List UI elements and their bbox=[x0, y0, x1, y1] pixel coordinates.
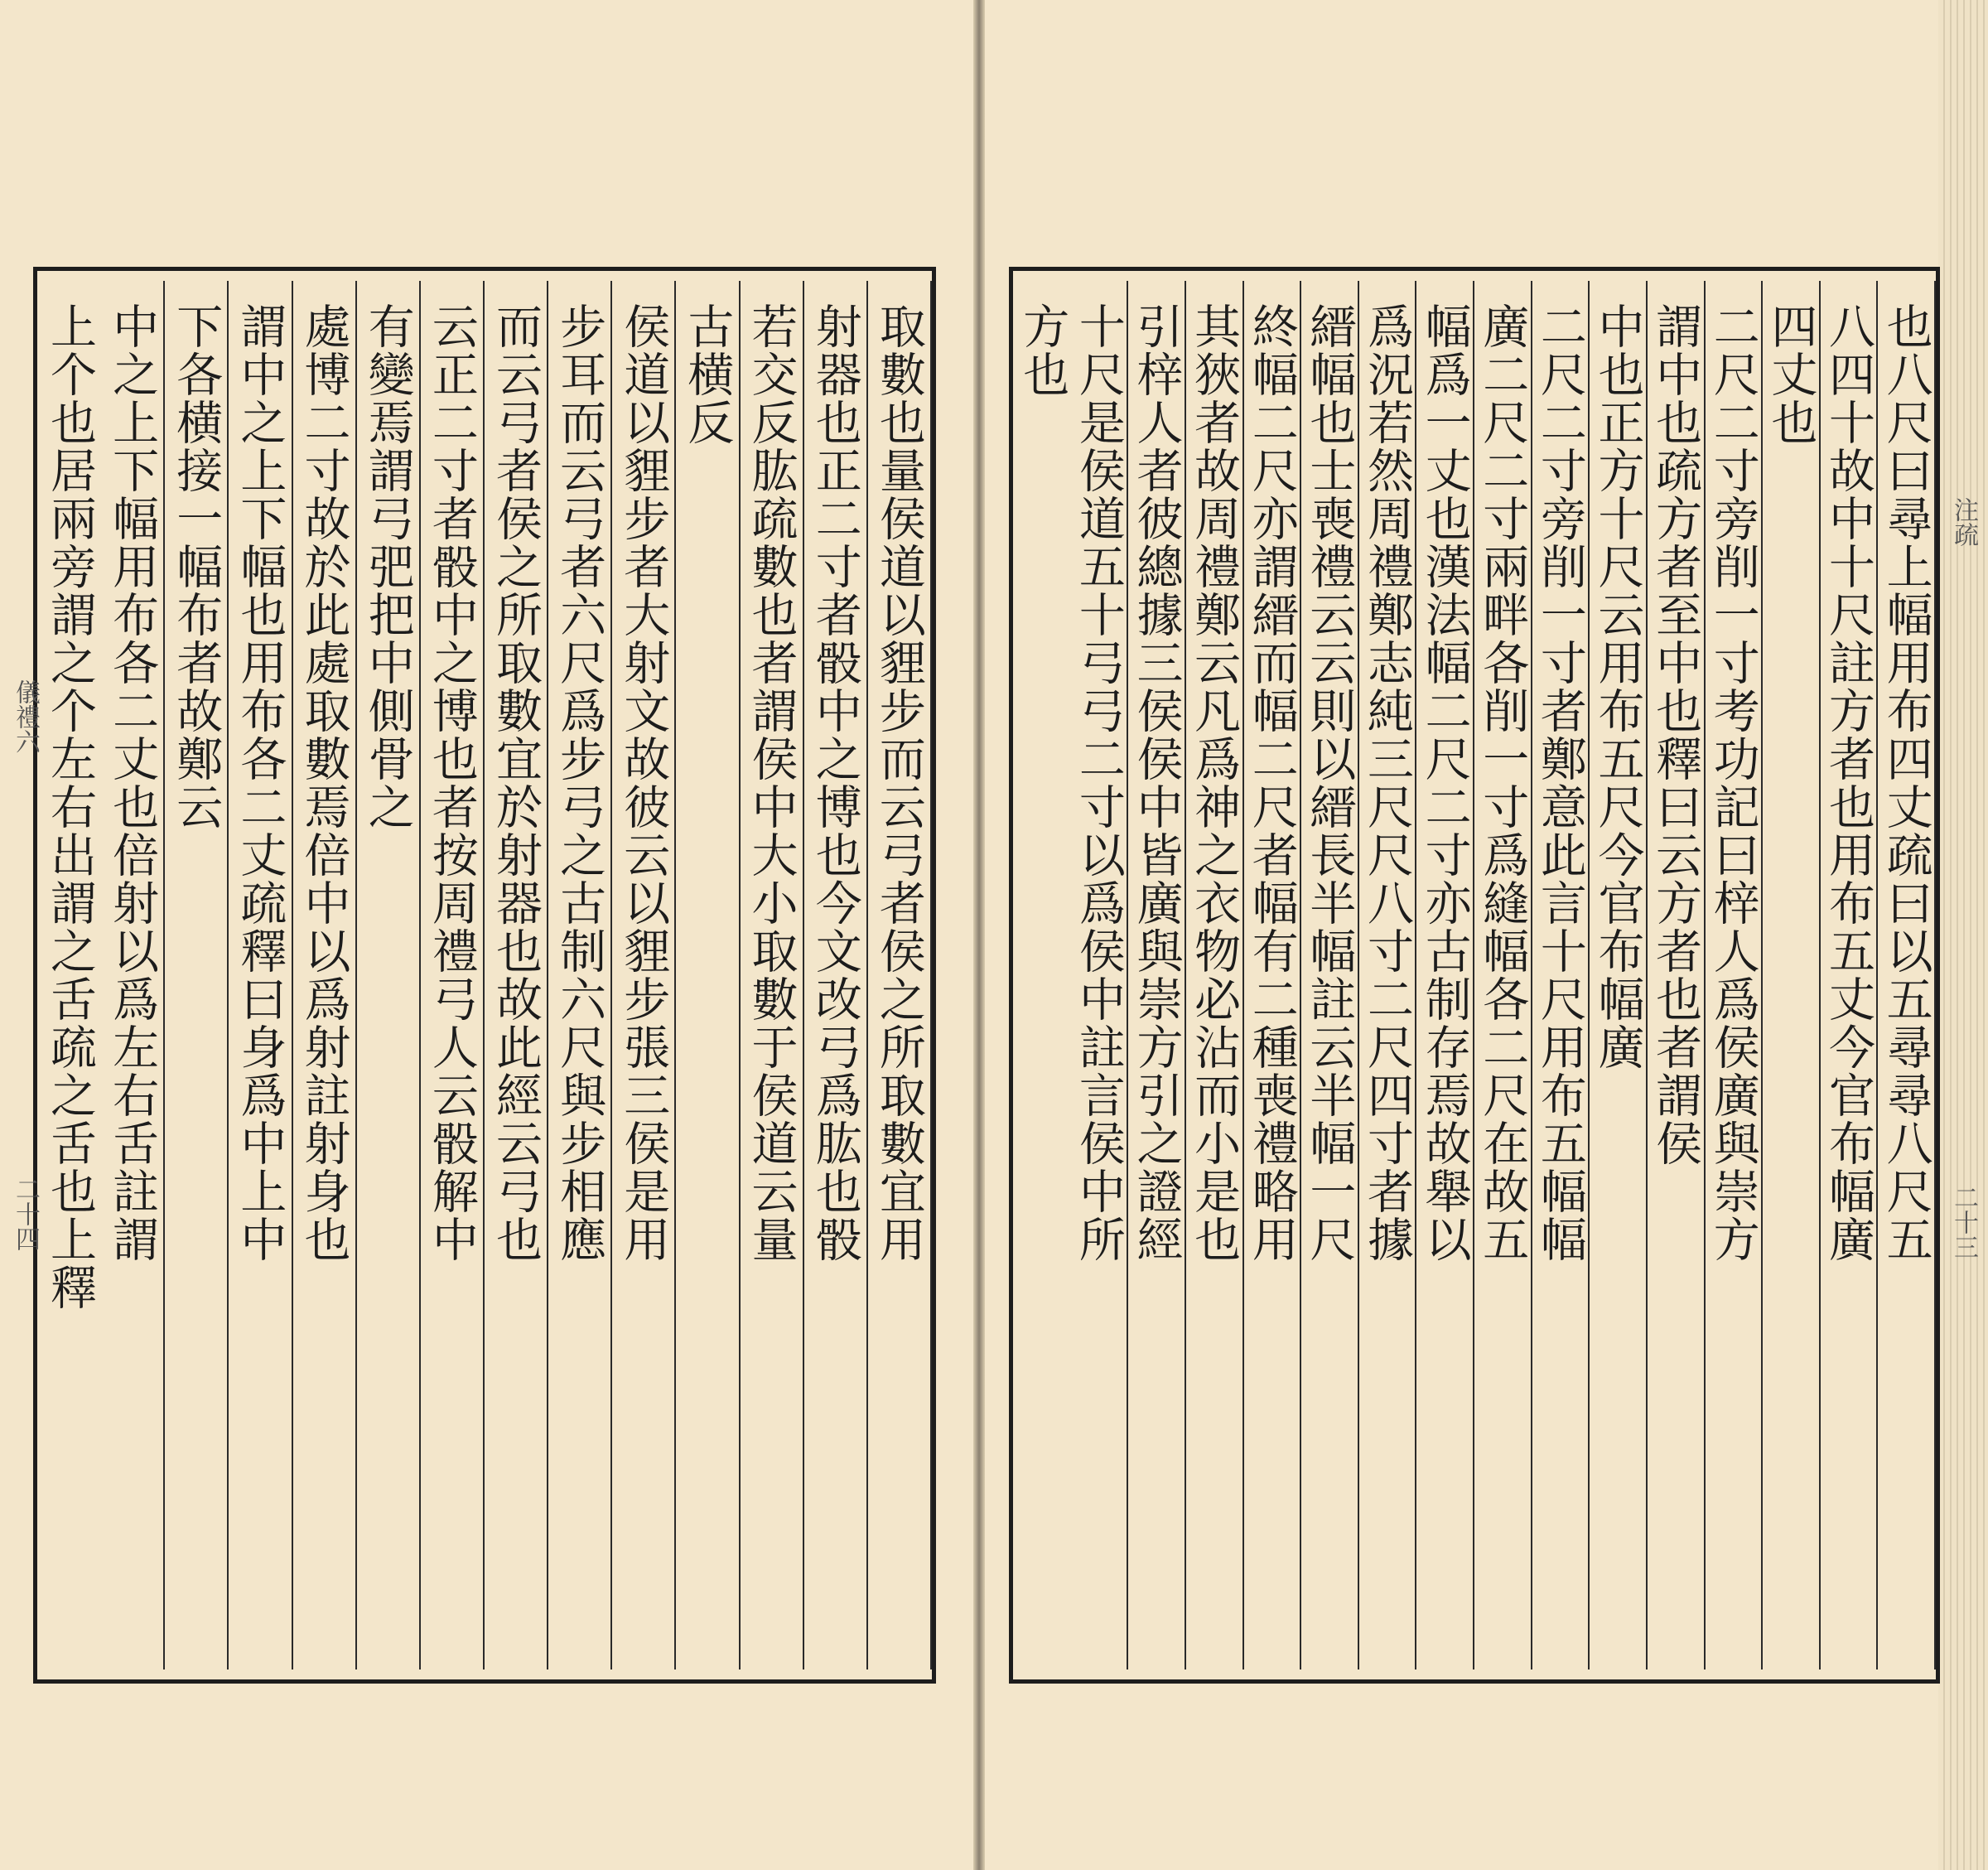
left_page-column bbox=[99, 281, 165, 1669]
left_page-column bbox=[739, 281, 804, 1669]
left_page-column bbox=[419, 281, 485, 1669]
right_page-column-text: 廣二尺二寸兩畔各削一寸爲縫幅各二尺在故五 bbox=[1475, 302, 1530, 1264]
left_page-column bbox=[292, 281, 357, 1669]
left_page-column-text: 中之上下幅用布各二丈也倍射以爲左右舌註謂 bbox=[105, 302, 160, 1264]
right_page-column bbox=[1819, 281, 1879, 1669]
book-gutter bbox=[973, 0, 985, 1870]
left_page-column bbox=[355, 281, 421, 1669]
right_page-column-text: 縉幅也士喪禮云云則以縉長半幅註云半幅一尺 bbox=[1302, 302, 1357, 1264]
left_page-column-text: 若交反肱疏數也者謂侯中大小取數于侯道云量 bbox=[744, 302, 799, 1264]
right_page-column-text: 幅爲一丈也漢法幅二尺二寸亦古制存焉故舉以 bbox=[1417, 302, 1472, 1264]
right_page-column bbox=[1531, 281, 1590, 1669]
left_page-column bbox=[227, 281, 292, 1669]
left_page-column bbox=[610, 281, 676, 1669]
right-folio: 二十三 bbox=[1949, 1185, 1978, 1259]
left_page-column-text: 有變焉謂弓弝把中側骨之 bbox=[360, 302, 415, 831]
right_page-column-text: 爲況若然周禮鄭志純三尺尺八寸二尺四寸者據 bbox=[1359, 302, 1414, 1264]
right_page-column bbox=[1588, 281, 1648, 1669]
right_page-column-text: 二尺二寸旁削一寸考功記曰梓人爲侯廣與崇方 bbox=[1706, 302, 1760, 1264]
right_page-column bbox=[1876, 281, 1936, 1669]
left_page-column-text: 謂中之上下幅也用布各二丈疏釋曰身爲中上中 bbox=[233, 302, 287, 1264]
right_page-column bbox=[1242, 281, 1302, 1669]
left_page-column-text: 上个也居兩旁謂之个左右出謂之舌疏之舌也上釋 bbox=[42, 302, 97, 1312]
right_page-column bbox=[1300, 281, 1359, 1669]
left_page-column-text: 云正二寸者骰中之博也者按周禮弓人云骰解中 bbox=[424, 302, 479, 1264]
right_page-column bbox=[1473, 281, 1532, 1669]
right_page-column bbox=[1704, 281, 1764, 1669]
page-edge-stack bbox=[1938, 0, 1988, 1870]
left_page-column bbox=[674, 281, 740, 1669]
right_page-column bbox=[1127, 281, 1186, 1669]
right_page-column bbox=[1185, 281, 1244, 1669]
right_page-column-text: 二尺二寸旁削一寸者鄭意此言十尺用布五幅幅 bbox=[1532, 302, 1587, 1264]
right_page-column-text: 四丈也 bbox=[1764, 302, 1818, 447]
right-margin-title: 注疏 bbox=[1949, 497, 1978, 547]
left_page-column bbox=[547, 281, 612, 1669]
right_page-column-text: 方也 bbox=[1016, 302, 1070, 399]
left_page-column bbox=[803, 281, 868, 1669]
left_page-column-text: 侯道以貍步者大射文故彼云以貍步張三侯是用 bbox=[616, 302, 671, 1264]
right_page-column-text: 十尺是侯道五十弓弓二寸以爲侯中註言侯中所 bbox=[1071, 302, 1126, 1264]
left_page-column bbox=[163, 281, 229, 1669]
right_page-column bbox=[1646, 281, 1706, 1669]
right_page-column bbox=[1013, 281, 1071, 1669]
right_page-column-text: 終幅二尺亦謂縉而幅二尺者幅有二種喪禮略用 bbox=[1244, 302, 1299, 1264]
right_page-column-text: 引梓人者彼總據三侯侯中皆廣與崇方引之證經 bbox=[1129, 302, 1184, 1264]
left-margin-title: 儀禮六 bbox=[11, 679, 40, 754]
left_page-column bbox=[866, 281, 932, 1669]
right-text-frame bbox=[1009, 267, 1940, 1684]
left_page-column-text: 射器也正二寸者骰中之博也今文改弓爲肱也骰 bbox=[808, 302, 862, 1264]
left_page-column-text: 下各横接一幅布者故鄭云 bbox=[169, 302, 224, 831]
right_page-column bbox=[1069, 281, 1129, 1669]
left-folio: 二十四 bbox=[11, 1177, 40, 1251]
right_page-column bbox=[1415, 281, 1474, 1669]
left-text-frame bbox=[33, 267, 936, 1684]
left_page-column bbox=[483, 281, 548, 1669]
right_page-column-text: 謂中也疏方者至中也釋曰云方者也者謂侯 bbox=[1648, 302, 1703, 1167]
left_page-column-text: 步耳而云弓者六尺爲步弓之古制六尺與步相應 bbox=[552, 302, 607, 1264]
right_page-column-text: 也八尺曰尋上幅用布四丈疏曰以五尋尋八尺五 bbox=[1879, 302, 1933, 1264]
right_page-column-text: 中也正方十尺云用布五尺今官布幅廣 bbox=[1590, 302, 1645, 1071]
left_page-column-text: 取數也量侯道以貍步而云弓者侯之所取數宜用 bbox=[871, 302, 926, 1264]
left_page-column bbox=[37, 281, 101, 1669]
left_page-column-text: 而云弓者侯之所取數宜於射器也故此經云弓也 bbox=[488, 302, 543, 1264]
right_page-column bbox=[1358, 281, 1417, 1669]
left_page-column-text: 古横反 bbox=[680, 302, 735, 447]
right_page-column-text: 八四十故中十尺註方者也用布五丈今官布幅廣 bbox=[1821, 302, 1875, 1264]
right_page-column-text: 其狹者故周禮鄭云凡爲神之衣物必沾而小是也 bbox=[1187, 302, 1242, 1264]
right_page-column bbox=[1761, 281, 1821, 1669]
left_page-column-text: 處博二寸故於此處取數焉倍中以爲射註射身也 bbox=[297, 302, 351, 1264]
